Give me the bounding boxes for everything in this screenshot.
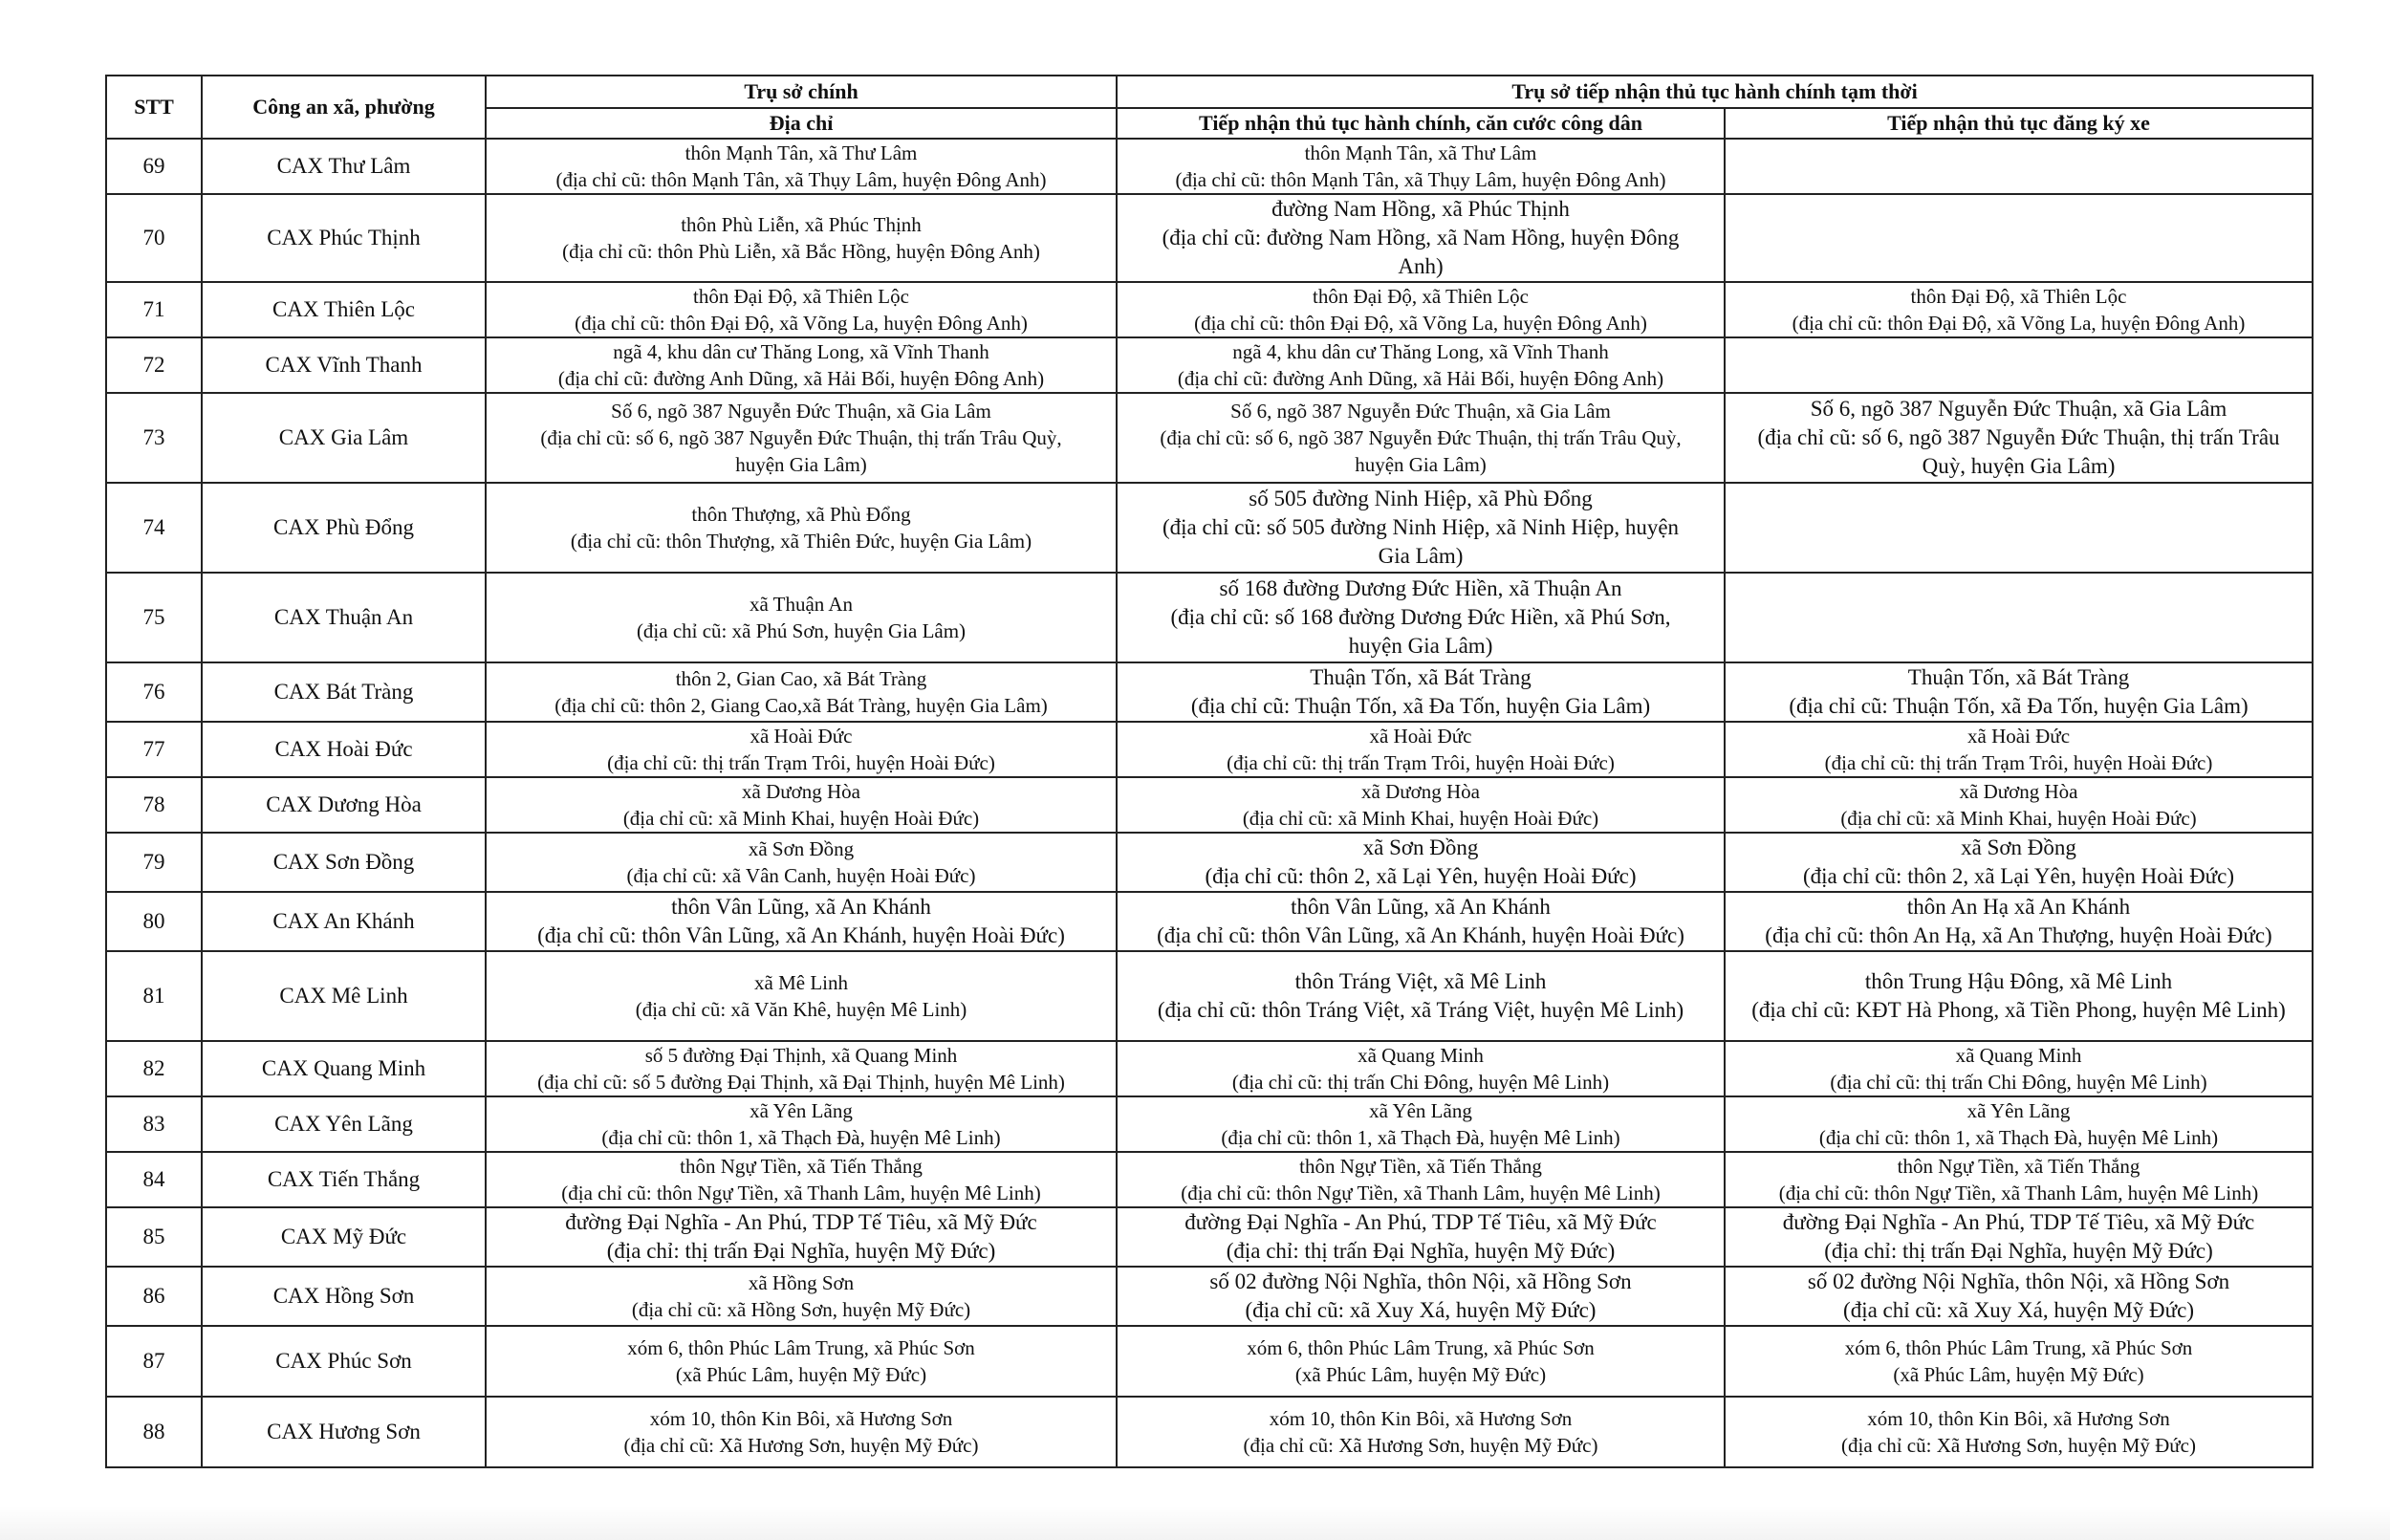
address-line: thôn Đại Độ, xã Thiên Lộc	[1910, 285, 2127, 308]
cell-admin-address	[1117, 1397, 1725, 1467]
old-address-line: (địa chỉ cũ: thị trấn Chi Đông, huyện Mê Linh)	[1231, 1071, 1610, 1094]
address-line: đường Đại Nghĩa - An Phú, TDP Tế Tiêu, xã Mỹ Đức	[1782, 1210, 2255, 1234]
table-row	[106, 722, 2313, 777]
cell-main-address	[486, 951, 1117, 1041]
address-line: Số 6, ngõ 387 Nguyễn Đức Thuận, xã Gia Lâm	[1810, 397, 2227, 421]
cell-vehicle-address	[1725, 662, 2313, 722]
address-line: xã Quang Minh	[1955, 1044, 2082, 1067]
header-vehicle: Tiếp nhận thủ tục đăng ký xe	[1725, 108, 2313, 139]
row-unit-name: CAX Bát Tràng	[202, 662, 486, 722]
old-address-line: (địa chỉ cũ: số 6, ngõ 387 Nguyễn Đức Thuận, thị trấn Trâu Quỳ,	[1160, 426, 1682, 449]
address-line: thôn 2, Gian Cao, xã Bát Tràng	[675, 667, 927, 690]
address-line: xã Yên Lãng	[1369, 1099, 1472, 1122]
table-body	[106, 139, 2313, 1467]
cell-vehicle-address	[1725, 722, 2313, 777]
address-line: đường Đại Nghĩa - An Phú, TDP Tế Tiêu, xã Mỹ Đức	[565, 1210, 1037, 1234]
address-line: xóm 6, thôn Phúc Lâm Trung, xã Phúc Sơn	[1844, 1336, 2193, 1359]
old-address-line: (địa chỉ cũ: thôn Ngự Tiền, xã Thanh Lâm, huyện Mê Linh)	[1778, 1182, 2259, 1204]
table-row	[106, 1326, 2313, 1397]
cell-main-address	[486, 1096, 1117, 1152]
cell-vehicle-address	[1725, 1267, 2313, 1326]
old-address-line: huyện Gia Lâm)	[735, 453, 867, 476]
row-stt: 87	[106, 1326, 202, 1397]
header-main-office: Trụ sở chính	[486, 76, 1117, 108]
old-address-line: (địa chỉ cũ: xã Hồng Sơn, huyện Mỹ Đức)	[631, 1298, 971, 1321]
row-stt: 75	[106, 573, 202, 662]
header-stt: STT	[106, 76, 202, 139]
old-address-line: (địa chỉ cũ: xã Phú Sơn, huyện Gia Lâm)	[636, 619, 967, 642]
cell-vehicle-address	[1725, 1041, 2313, 1096]
cell-admin-address	[1117, 892, 1725, 951]
table-row	[106, 1041, 2313, 1096]
row-unit-name: CAX Thiên Lộc	[202, 282, 486, 337]
address-line: Thuận Tốn, xã Bát Tràng	[1907, 665, 2130, 689]
cell-main-address	[486, 282, 1117, 337]
cell-admin-address	[1117, 1326, 1725, 1397]
row-stt: 74	[106, 483, 202, 573]
old-address-line: (xã Phúc Lâm, huyện Mỹ Đức)	[1893, 1363, 2144, 1386]
address-line: thôn Đại Độ, xã Thiên Lộc	[693, 285, 909, 308]
old-address-line: (địa chỉ cũ: Xã Hương Sơn, huyện Mỹ Đức)	[623, 1434, 979, 1457]
table-row	[106, 1397, 2313, 1467]
old-address-line: (địa chỉ cũ: thị trấn Trạm Trôi, huyện Hoài Đức)	[1227, 751, 1615, 774]
address-line: xã Dương Hòa	[1959, 780, 2078, 803]
table-row	[106, 483, 2313, 573]
address-line: xã Yên Lãng	[1966, 1099, 2071, 1122]
header-unit: Công an xã, phường	[202, 76, 486, 139]
address-line: xã Sơn Đồng	[1362, 835, 1479, 859]
row-unit-name: CAX Phúc Sơn	[202, 1326, 486, 1397]
row-unit-name: CAX Phúc Thịnh	[202, 194, 486, 282]
address-line: số 02 đường Nội Nghĩa, thôn Nội, xã Hồng Sơn	[1807, 1269, 2230, 1293]
table-row	[106, 1152, 2313, 1207]
cell-admin-address	[1117, 573, 1725, 662]
address-line: thôn Ngự Tiền, xã Tiến Thắng	[1897, 1155, 2140, 1178]
cell-main-address	[486, 1267, 1117, 1326]
row-unit-name: CAX An Khánh	[202, 892, 486, 951]
old-address-line: (địa chỉ cũ: KĐT Hà Phong, xã Tiền Phong, huyện Mê Linh)	[1751, 998, 2286, 1022]
old-address-line: (địa chỉ cũ: thôn 1, xã Thạch Đà, huyện Mê Linh)	[601, 1126, 1001, 1149]
address-line: đường Nam Hồng, xã Phúc Thịnh	[1271, 197, 1570, 221]
cell-vehicle-address	[1725, 1326, 2313, 1397]
cell-vehicle-address	[1725, 282, 2313, 337]
old-address-line: (địa chỉ cũ: số 6, ngõ 387 Nguyễn Đức Thuận, thị trấn Trâu Quỳ,	[540, 426, 1062, 449]
cell-main-address	[486, 1397, 1117, 1467]
table-row	[106, 1207, 2313, 1267]
row-unit-name: CAX Sơn Đồng	[202, 833, 486, 892]
row-unit-name: CAX Tiến Thắng	[202, 1152, 486, 1207]
row-stt: 86	[106, 1267, 202, 1326]
cell-main-address	[486, 139, 1117, 194]
old-address-line: (địa chỉ: thị trấn Đại Nghĩa, huyện Mỹ Đức)	[606, 1239, 996, 1263]
address-line: xóm 6, thôn Phúc Lâm Trung, xã Phúc Sơn	[627, 1336, 975, 1359]
old-address-line: (địa chỉ cũ: xã Vân Canh, huyện Hoài Đức)	[626, 864, 976, 887]
cell-vehicle-address	[1725, 393, 2313, 483]
table-row	[106, 777, 2313, 833]
address-line: Số 6, ngõ 387 Nguyễn Đức Thuận, xã Gia Lâm	[1230, 400, 1611, 423]
cell-main-address	[486, 483, 1117, 573]
address-line: xóm 6, thôn Phúc Lâm Trung, xã Phúc Sơn	[1247, 1336, 1595, 1359]
address-line: xã Thuận An	[749, 593, 854, 616]
address-line: thôn Đại Độ, xã Thiên Lộc	[1313, 285, 1529, 308]
old-address-line: (địa chỉ cũ: số 505 đường Ninh Hiệp, xã Ninh Hiệp, huyện	[1162, 515, 1680, 539]
table-row	[106, 833, 2313, 892]
old-address-line: (địa chỉ cũ: số 6, ngõ 387 Nguyễn Đức Thuận, thị trấn Trâu	[1757, 425, 2280, 449]
old-address-line: (địa chỉ cũ: thôn Phù Liễn, xã Bắc Hồng, huyện Đông Anh)	[562, 240, 1040, 263]
cell-admin-address	[1117, 393, 1725, 483]
row-unit-name: CAX Gia Lâm	[202, 393, 486, 483]
cell-vehicle-address	[1725, 951, 2313, 1041]
old-address-line: (địa chỉ cũ: đường Anh Dũng, xã Hải Bối, huyện Đông Anh)	[1177, 367, 1664, 390]
cell-main-address	[486, 1152, 1117, 1207]
old-address-line: (địa chỉ: thị trấn Đại Nghĩa, huyện Mỹ Đức)	[1824, 1239, 2213, 1263]
old-address-line: (địa chỉ cũ: Xã Hương Sơn, huyện Mỹ Đức)	[1243, 1434, 1598, 1457]
address-line: thôn Thượng, xã Phù Đổng	[691, 503, 911, 526]
old-address-line: (địa chỉ cũ: xã Xuy Xá, huyện Mỹ Đức)	[1843, 1298, 2194, 1322]
old-address-line: (địa chỉ cũ: thôn 1, xã Thạch Đà, huyện Mê Linh)	[1221, 1126, 1620, 1149]
cell-main-address	[486, 1041, 1117, 1096]
old-address-line: (địa chỉ cũ: thôn Vân Lũng, xã An Khánh, huyện Hoài Đức)	[1157, 923, 1684, 947]
address-line: xã Dương Hòa	[742, 780, 860, 803]
cell-main-address	[486, 722, 1117, 777]
cell-main-address	[486, 833, 1117, 892]
header-temp-office: Trụ sở tiếp nhận thủ tục hành chính tạm thời	[1117, 76, 2313, 108]
old-address-line: (địa chỉ cũ: đường Anh Dũng, xã Hải Bối, huyện Đông Anh)	[557, 367, 1045, 390]
old-address-line: (địa chỉ cũ: thôn Tráng Việt, xã Tráng Việt, huyện Mê Linh)	[1157, 998, 1684, 1022]
address-line: số 168 đường Dương Đức Hiền, xã Thuận An	[1219, 576, 1622, 600]
cell-main-address	[486, 337, 1117, 393]
cell-vehicle-address	[1725, 1152, 2313, 1207]
table-row	[106, 951, 2313, 1041]
old-address-line: (địa chỉ cũ: thôn An Hạ, xã An Thượng, huyện Hoài Đức)	[1765, 923, 2272, 947]
old-address-line: (địa chỉ cũ: số 168 đường Dương Đức Hiền, xã Phú Sơn,	[1170, 605, 1671, 629]
old-address-line: (địa chỉ cũ: thôn Thượng, xã Thiên Đức, huyện Gia Lâm)	[570, 530, 1032, 553]
row-unit-name: CAX Vĩnh Thanh	[202, 337, 486, 393]
cell-main-address	[486, 892, 1117, 951]
address-line: thôn Trung Hậu Đông, xã Mê Linh	[1864, 969, 2173, 993]
cell-admin-address	[1117, 194, 1725, 282]
address-line: thôn Ngự Tiền, xã Tiến Thắng	[680, 1155, 923, 1178]
header-address: Địa chỉ	[486, 108, 1117, 139]
old-address-line: (địa chỉ cũ: thôn Ngự Tiền, xã Thanh Lâm, huyện Mê Linh)	[1181, 1182, 1661, 1204]
old-address-line: (địa chỉ cũ: xã Xuy Xá, huyện Mỹ Đức)	[1245, 1298, 1597, 1322]
cell-main-address	[486, 573, 1117, 662]
old-address-line: (địa chỉ cũ: xã Minh Khai, huyện Hoài Đức)	[622, 807, 980, 830]
address-line: số 02 đường Nội Nghĩa, thôn Nội, xã Hồng Sơn	[1209, 1269, 1632, 1293]
row-stt: 70	[106, 194, 202, 282]
table-row	[106, 337, 2313, 393]
address-line: Số 6, ngõ 387 Nguyễn Đức Thuận, xã Gia Lâm	[611, 400, 991, 423]
cell-admin-address	[1117, 722, 1725, 777]
old-address-line: (địa chỉ cũ: xã Minh Khai, huyện Hoài Đức)	[1242, 807, 1599, 830]
old-address-line: (địa chỉ cũ: thị trấn Trạm Trôi, huyện Hoài Đức)	[1824, 751, 2213, 774]
row-stt: 76	[106, 662, 202, 722]
old-address-line: (địa chỉ cũ: thôn Ngự Tiền, xã Thanh Lâm, huyện Mê Linh)	[561, 1182, 1041, 1204]
address-line: số 505 đường Ninh Hiệp, xã Phù Đổng	[1249, 487, 1593, 510]
address-line: ngã 4, khu dân cư Thăng Long, xã Vĩnh Thanh	[613, 340, 989, 363]
address-line: xã Yên Lãng	[750, 1099, 853, 1122]
address-line: ngã 4, khu dân cư Thăng Long, xã Vĩnh Thanh	[1232, 340, 1609, 363]
address-line: xã Dương Hòa	[1361, 780, 1480, 803]
old-address-line: (địa chỉ cũ: thị trấn Chi Đông, huyện Mê Linh)	[1830, 1071, 2207, 1094]
row-unit-name: CAX Hồng Sơn	[202, 1267, 486, 1326]
cell-vehicle-address	[1725, 337, 2313, 393]
row-stt: 81	[106, 951, 202, 1041]
old-address-line: (địa chỉ cũ: thị trấn Trạm Trôi, huyện Hoài Đức)	[607, 751, 995, 774]
old-address-line: (địa chỉ cũ: xã Minh Khai, huyện Hoài Đức)	[1840, 807, 2197, 830]
address-line: đường Đại Nghĩa - An Phú, TDP Tế Tiêu, xã Mỹ Đức	[1184, 1210, 1657, 1234]
row-stt: 78	[106, 777, 202, 833]
old-address-line: (địa chỉ: thị trấn Đại Nghĩa, huyện Mỹ Đức)	[1226, 1239, 1616, 1263]
cell-admin-address	[1117, 777, 1725, 833]
row-stt: 72	[106, 337, 202, 393]
row-stt: 73	[106, 393, 202, 483]
address-line: thôn Mạnh Tân, xã Thư Lâm	[1304, 141, 1537, 164]
old-address-line: (xã Phúc Lâm, huyện Mỹ Đức)	[1294, 1363, 1547, 1386]
cell-vehicle-address	[1725, 833, 2313, 892]
cell-admin-address	[1117, 1041, 1725, 1096]
row-unit-name: CAX Dương Hòa	[202, 777, 486, 833]
old-address-line: (địa chỉ cũ: số 5 đường Đại Thịnh, xã Đại Thịnh, huyện Mê Linh)	[537, 1071, 1065, 1094]
row-stt: 84	[106, 1152, 202, 1207]
old-address-line: huyện Gia Lâm)	[1355, 453, 1487, 476]
row-unit-name: CAX Thuận An	[202, 573, 486, 662]
address-line: xã Mê Linh	[754, 971, 848, 994]
old-address-line: Anh)	[1398, 254, 1444, 278]
cell-vehicle-address	[1725, 573, 2313, 662]
old-address-line: huyện Gia Lâm)	[1348, 634, 1493, 658]
old-address-line: (địa chỉ cũ: Thuận Tốn, xã Đa Tốn, huyện Gia Lâm)	[1190, 694, 1651, 718]
old-address-line: (địa chỉ cũ: thôn Vân Lũng, xã An Khánh, huyện Hoài Đức)	[537, 923, 1065, 947]
table-row	[106, 892, 2313, 951]
old-address-line: Quỳ, huyện Gia Lâm)	[1922, 454, 2116, 478]
address-line: xã Hồng Sơn	[748, 1271, 855, 1294]
cell-vehicle-address	[1725, 139, 2313, 194]
address-line: xã Hoài Đức	[1967, 725, 2071, 748]
cell-main-address	[486, 1326, 1117, 1397]
address-line: thôn Phù Liễn, xã Phúc Thịnh	[681, 213, 922, 236]
cell-main-address	[486, 777, 1117, 833]
old-address-line: (địa chỉ cũ: thôn 2, xã Lại Yên, huyện Hoài Đức)	[1802, 864, 2235, 888]
cell-main-address	[486, 662, 1117, 722]
table-row	[106, 282, 2313, 337]
row-stt: 77	[106, 722, 202, 777]
cell-main-address	[486, 194, 1117, 282]
page-bottom-shade	[0, 1506, 2390, 1540]
address-line: xã Quang Minh	[1358, 1044, 1484, 1067]
cell-admin-address	[1117, 662, 1725, 722]
cell-admin-address	[1117, 337, 1725, 393]
row-stt: 82	[106, 1041, 202, 1096]
table-row	[106, 573, 2313, 662]
old-address-line: (địa chỉ cũ: thôn 1, xã Thạch Đà, huyện Mê Linh)	[1818, 1126, 2219, 1149]
row-stt: 80	[106, 892, 202, 951]
address-line: thôn Ngự Tiền, xã Tiến Thắng	[1299, 1155, 1542, 1178]
cell-admin-address	[1117, 483, 1725, 573]
old-address-line: (xã Phúc Lâm, huyện Mỹ Đức)	[675, 1363, 927, 1386]
cell-admin-address	[1117, 1096, 1725, 1152]
address-line: thôn Mạnh Tân, xã Thư Lâm	[684, 141, 918, 164]
address-line: xã Sơn Đồng	[748, 837, 855, 860]
row-unit-name: CAX Mỹ Đức	[202, 1207, 486, 1267]
cell-admin-address	[1117, 833, 1725, 892]
cell-admin-address	[1117, 1152, 1725, 1207]
address-line: xã Sơn Đồng	[1961, 835, 2076, 859]
table-row	[106, 662, 2313, 722]
cell-vehicle-address	[1725, 483, 2313, 573]
old-address-line: (địa chỉ cũ: đường Nam Hồng, xã Nam Hồng, huyện Đông	[1162, 226, 1680, 249]
old-address-line: (địa chỉ cũ: thôn 2, xã Lại Yên, huyện Hoài Đức)	[1205, 864, 1637, 888]
cell-vehicle-address	[1725, 194, 2313, 282]
address-line: xóm 10, thôn Kin Bôi, xã Hương Sơn	[1867, 1407, 2170, 1430]
row-unit-name: CAX Hương Sơn	[202, 1397, 486, 1467]
table-row	[106, 139, 2313, 194]
old-address-line: (địa chỉ cũ: xã Văn Khê, huyện Mê Linh)	[635, 998, 967, 1021]
address-line: xóm 10, thôn Kin Bôi, xã Hương Sơn	[649, 1407, 953, 1430]
address-line: thôn Vân Lũng, xã An Khánh	[671, 895, 931, 919]
row-stt: 88	[106, 1397, 202, 1467]
row-unit-name: CAX Mê Linh	[202, 951, 486, 1041]
police-office-table	[105, 75, 2314, 1468]
address-line: Thuận Tốn, xã Bát Tràng	[1310, 665, 1532, 689]
table-row	[106, 1096, 2313, 1152]
address-line: số 5 đường Đại Thịnh, xã Quang Minh	[644, 1044, 958, 1067]
cell-admin-address	[1117, 1267, 1725, 1326]
old-address-line: (địa chỉ cũ: thôn 2, Giang Cao,xã Bát Tràng, huyện Gia Lâm)	[554, 694, 1048, 717]
row-stt: 71	[106, 282, 202, 337]
old-address-line: (địa chỉ cũ: thôn Đại Độ, xã Võng La, huyện Đông Anh)	[575, 312, 1028, 335]
address-line: xã Hoài Đức	[1369, 725, 1472, 748]
cell-admin-address	[1117, 1207, 1725, 1267]
table-row	[106, 393, 2313, 483]
cell-vehicle-address	[1725, 777, 2313, 833]
cell-admin-address	[1117, 951, 1725, 1041]
row-unit-name: CAX Hoài Đức	[202, 722, 486, 777]
old-address-line: (địa chỉ cũ: Thuận Tốn, xã Đa Tốn, huyện Gia Lâm)	[1789, 694, 2249, 718]
row-stt: 83	[106, 1096, 202, 1152]
old-address-line: Gia Lâm)	[1378, 544, 1464, 568]
row-stt: 69	[106, 139, 202, 194]
cell-admin-address	[1117, 282, 1725, 337]
old-address-line: (địa chỉ cũ: thôn Đại Độ, xã Võng La, huyện Đông Anh)	[1194, 312, 1647, 335]
cell-vehicle-address	[1725, 1397, 2313, 1467]
address-line: xóm 10, thôn Kin Bôi, xã Hương Sơn	[1269, 1407, 1573, 1430]
table-row	[106, 1267, 2313, 1326]
cell-vehicle-address	[1725, 892, 2313, 951]
cell-admin-address	[1117, 139, 1725, 194]
row-unit-name: CAX Thư Lâm	[202, 139, 486, 194]
row-unit-name: CAX Phù Đổng	[202, 483, 486, 573]
old-address-line: (địa chỉ cũ: Xã Hương Sơn, huyện Mỹ Đức)	[1841, 1434, 2196, 1457]
cell-vehicle-address	[1725, 1207, 2313, 1267]
old-address-line: (địa chỉ cũ: thôn Đại Độ, xã Võng La, huyện Đông Anh)	[1792, 312, 2246, 335]
cell-main-address	[486, 393, 1117, 483]
table-row	[106, 194, 2313, 282]
address-line: xã Hoài Đức	[750, 725, 853, 748]
address-line: thôn Tráng Việt, xã Mê Linh	[1294, 969, 1547, 993]
old-address-line: (địa chỉ cũ: thôn Mạnh Tân, xã Thụy Lâm, huyện Đông Anh)	[1175, 168, 1666, 191]
row-unit-name: CAX Yên Lãng	[202, 1096, 486, 1152]
row-unit-name: CAX Quang Minh	[202, 1041, 486, 1096]
row-stt: 79	[106, 833, 202, 892]
header-admin-id: Tiếp nhận thủ tục hành chính, căn cước công dân	[1117, 108, 1725, 139]
cell-vehicle-address	[1725, 1096, 2313, 1152]
address-line: thôn An Hạ xã An Khánh	[1906, 895, 2131, 919]
row-stt: 85	[106, 1207, 202, 1267]
address-line: thôn Vân Lũng, xã An Khánh	[1291, 895, 1551, 919]
old-address-line: (địa chỉ cũ: thôn Mạnh Tân, xã Thụy Lâm, huyện Đông Anh)	[555, 168, 1047, 191]
cell-main-address	[486, 1207, 1117, 1267]
